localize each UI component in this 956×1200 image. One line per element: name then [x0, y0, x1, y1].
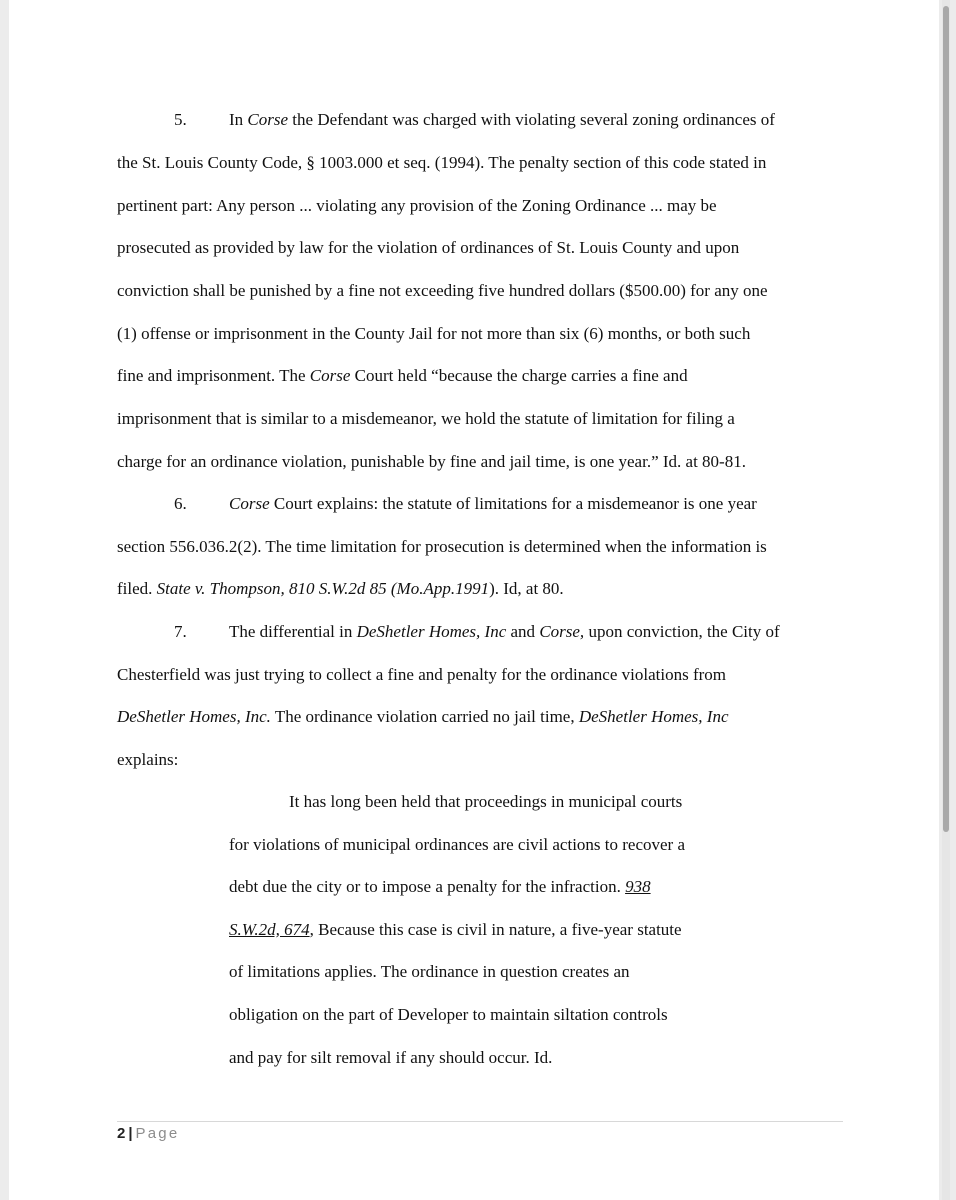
footer-divider	[117, 1121, 843, 1122]
body-line: pertinent part: Any person ... violating any provision of the Zoning Ordinance ... may be	[117, 196, 717, 215]
quote-line: It has long been held that proceedings in municipal courts	[289, 792, 683, 811]
italic-text: Corse,	[539, 622, 585, 641]
body-line: In Corse the Defendant was charged with violating several zoning ordinances of	[229, 110, 775, 129]
body-line: Corse Court explains: the statute of limitations for a misdemeanor is one year	[229, 494, 757, 513]
body-line: the St. Louis County Code, § 1003.000 et seq. (1994). The penalty section of this code stated in	[117, 153, 767, 172]
footer-separator: |	[128, 1125, 133, 1142]
quote-line: of limitations applies. The ordinance in question creates an	[229, 962, 630, 981]
body-line: The differential in DeShetler Homes, Inc and Corse, upon conviction, the City of	[229, 622, 780, 641]
body-line: section 556.036.2(2). The time limitation for prosecution is determined when the information is	[117, 537, 767, 556]
quote-line: S.W.2d, 674, Because this case is civil in nature, a five-year statute	[229, 920, 682, 939]
paragraph-number: 6.	[174, 494, 187, 513]
paragraph-number: 5.	[174, 110, 187, 129]
paragraph-number: 7.	[174, 622, 187, 641]
page-footer	[117, 1125, 179, 1143]
page-label: Page	[135, 1125, 180, 1142]
body-line: conviction shall be punished by a fine not exceeding five hundred dollars ($500.00) for any one	[117, 281, 768, 300]
body-line: explains:	[117, 750, 179, 769]
italic-text: Corse	[309, 366, 351, 385]
page-number: 2	[117, 1125, 126, 1142]
body-line: filed. State v. Thompson, 810 S.W.2d 85 (Mo.App.1991). Id, at 80.	[117, 579, 564, 598]
body-line: DeShetler Homes, Inc. The ordinance violation carried no jail time, DeShetler Homes, Inc	[117, 707, 729, 726]
body-line: prosecuted as provided by law for the violation of ordinances of St. Louis County and upon	[117, 238, 740, 257]
italic-text: Corse	[247, 110, 289, 129]
citation-link: 938	[625, 877, 651, 896]
body-line: (1) offense or imprisonment in the County Jail for not more than six (6) months, or both such	[117, 324, 751, 343]
body-line: Chesterfield was just trying to collect a fine and penalty for the ordinance violations from	[117, 665, 726, 684]
italic-text: State v. Thompson, 810 S.W.2d 85 (Mo.App.1991	[156, 579, 490, 598]
body-line: fine and imprisonment. The Corse Court held “because the charge carries a fine and	[117, 366, 688, 385]
body-line: charge for an ordinance violation, punishable by fine and jail time, is one year.” Id. at 80-81.	[117, 452, 746, 471]
italic-text: DeShetler Homes, Inc	[356, 622, 507, 641]
italic-text: DeShetler Homes, Inc.	[117, 707, 271, 726]
italic-text: Corse	[229, 494, 270, 513]
citation-link: S.W.2d, 674	[229, 920, 310, 939]
quote-line: obligation on the part of Developer to maintain siltation controls	[229, 1005, 668, 1024]
quote-line: and pay for silt removal if any should occur. Id.	[229, 1048, 553, 1067]
quote-line: for violations of municipal ordinances are civil actions to recover a	[229, 835, 686, 854]
quote-line: debt due the city or to impose a penalty for the infraction. 938	[229, 877, 651, 896]
italic-text: DeShetler Homes, Inc	[578, 707, 729, 726]
body-line: imprisonment that is similar to a misdemeanor, we hold the statute of limitation for filing a	[117, 409, 735, 428]
